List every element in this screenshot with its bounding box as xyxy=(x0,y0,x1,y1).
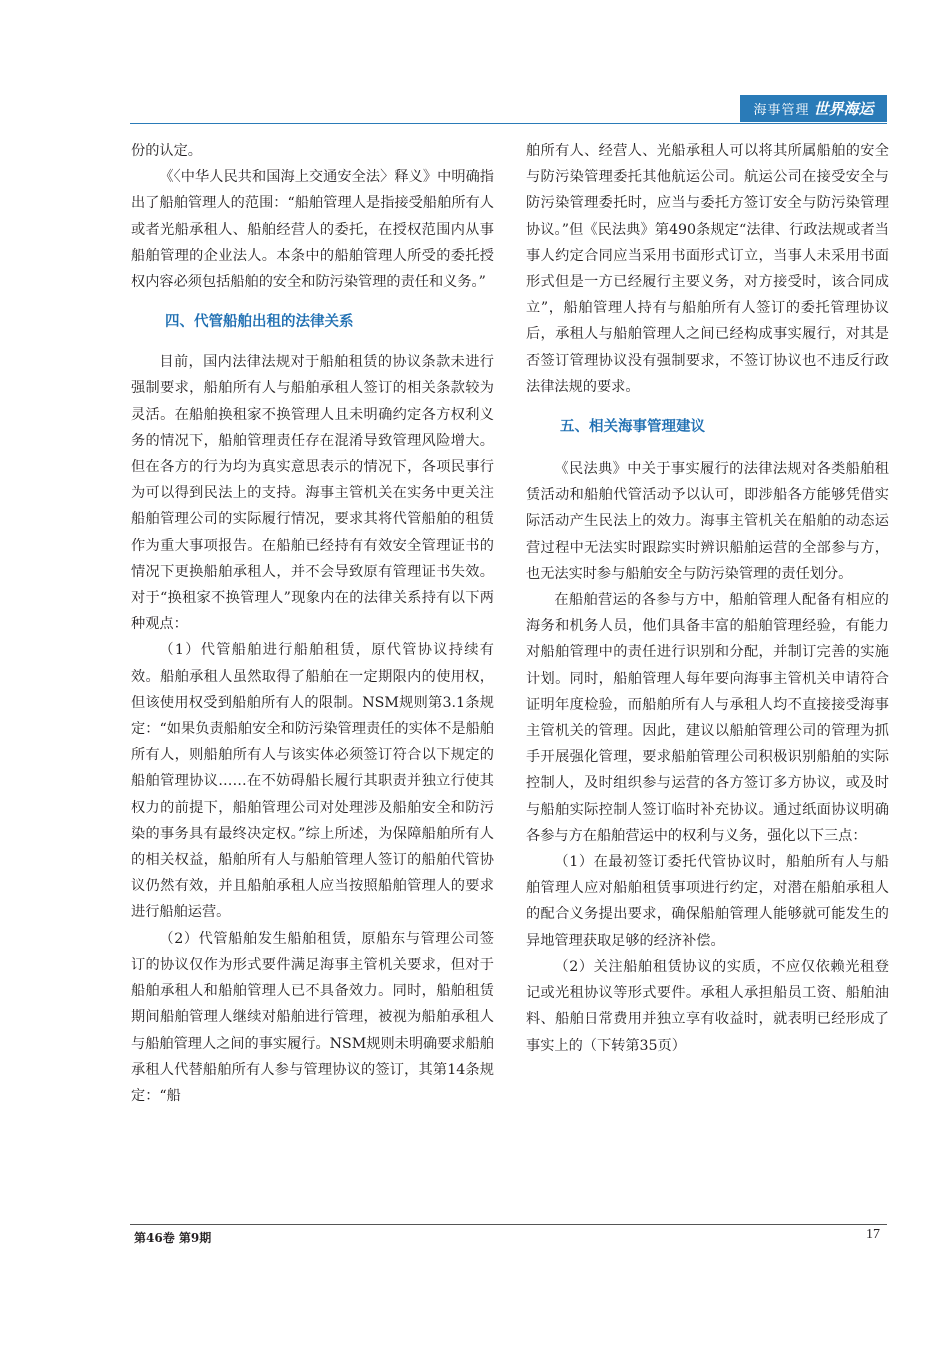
paragraph: 舶所有人、经营人、光船承租人可以将其所属船舶的安全与防污染管理委托其他航运公司。航运公司在接受安全与防污染管理委托时，应当与委托方签订安全与防污染管理协议。”但《民法典》第490条规定“法律、行政法规或者当事人约定合同应当采用书面形式订立，当事人未采用书面形式但是一方已经履行主要义务，对方接受时，该合同成立”，船舶管理人持有与船舶所有人签订的委托管理协议后，承租人与船舶管理人之间已经构成事实履行，对其是否签订管理协议没有强制要求，不签订协议也不违反行政法律法规的要求。 xyxy=(526,143,889,395)
paragraph: 《民法典》中关于事实履行的法律法规对各类船舶租赁活动和船舶代管活动予以认可，即涉船各方能够凭借实际活动产生民法上的效力。海事主管机关在船舶的动态运营过程中无法实时跟踪实时辨识船舶运营的全部参与方，也无法实时参与船舶安全与防污染管理的责任划分。 xyxy=(526,461,889,582)
paragraph: （1）代管船舶进行船舶租赁，原代管协议持续有效。船舶承租人虽然取得了船舶在一定期限内的使用权，但该使用权受到船舶所有人的限制。NSM规则第3.1条规定：“如果负责船舶安全和防污染管理责任的实体不是船舶所有人，则船舶所有人与该实体必须签订符合以下规定的船舶管理协议……在不妨碍船长履行其职责并独立行使其权力的前提下，船舶管理公司对处理涉及船舶安全和防污染的事务具有最终决定权。”综上所述，为保障船舶所有人的相关权益，船舶所有人与船舶管理人签订的船舶代管协议仍然有效，并且船舶承租人应当按照船舶管理人的要求进行船舶运营。 xyxy=(131,642,494,921)
paragraph: （2）代管船舶发生船舶租赁，原船东与管理公司签订的协议仅作为形式要件满足海事主管机关要求，但对于船舶承租人和船舶管理人已不具备效力。同时，船舶租赁期间船舶管理人继续对船舶进行管理，被视为船舶承租人与船舶管理人之间的事实履行。NSM规则未明确要求船舶承租人代替船舶所有人参与管理协议的签订，其第14条规定：“船 xyxy=(131,930,494,1104)
section-label: 海事管理 xyxy=(753,103,810,118)
paragraph: （2）关注船舶租赁协议的实质，不应仅依赖光租登记或光租协议等形式要件。承租人承担船员工资、船舶油料、船舶日常费用并独立享有收益时，就表明已经形成了事实上的（下转第35页） xyxy=(526,958,889,1054)
page-number: 17 xyxy=(866,1227,880,1242)
header-rule xyxy=(130,123,887,124)
paragraph: 目前，国内法律法规对于船舶租赁的协议条款未进行强制要求，船舶所有人与船舶承租人签订的相关条款较为灵活。在船舶换租家不换管理人且未明确约定各方权利义务的情况下，船舶管理责任存在混淆导致管理风险增大。但在各方的行为均为真实意思表示的情况下，各项民事行为可以得到民法上的支持。海事主管机关在实务中更关注船舶管理公司的实际履行情况，要求其将代管船舶的租赁作为重大事项报告。在船舶已经持有有效安全管理证书的情况下更换船舶承租人，并不会导致原有管理证书失效。对于“换租家不换管理人”现象内在的法律关系持有以下两种观点： xyxy=(131,354,494,633)
footer-rule xyxy=(130,1224,887,1225)
section-heading: 四、代管船舶出租的法律关系 xyxy=(165,314,354,331)
journal-section-badge xyxy=(740,95,887,122)
paragraph: （1）在最初签订委托代管协议时，船舶所有人与船舶管理人应对船舶租赁事项进行约定，对潜在船舶承租人的配合义务提出要求，确保船舶管理人能够就可能发生的异地管理获取足够的经济补偿。 xyxy=(526,854,889,949)
paragraph: 在船舶营运的各参与方中，船舶管理人配备有相应的海务和机务人员，他们具备丰富的船舶管理经验，有能力对船舶管理中的责任进行识别和分配，并制订完善的实施计划。同时，船舶管理人每年要向海事主管机关申请符合证明年度检验，而船舶所有人与承租人均不直接接受海事主管机关的管理。因此，建议以船舶管理公司的管理为抓手开展强化管理，要求船舶管理公司积极识别船舶的实际控制人，及时组织参与运营的各方签订多方协议，或及时与船舶实际控制人签订临时补充协议。通过纸面协议明确各参与方在船舶营运中的权利与义务，强化以下三点： xyxy=(526,592,889,844)
brand-label: 世界海运 xyxy=(813,100,874,118)
paragraph: 份的认定。 xyxy=(131,143,202,159)
paragraph: 《〈中华人民共和国海上交通安全法〉释义》中明确指出了船舶管理人的范围：“船舶管理人是指接受船舶所有人或者光船承租人、船舶经营人的委托，在授权范围内从事船舶管理的企业法人。本条中的船舶管理人所受的委托授权内容必须包括船舶的安全和防污染管理的责任和义务。” xyxy=(131,169,494,291)
issue-label: 第46卷 第9期 xyxy=(134,1231,212,1245)
section-heading: 五、相关海事管理建议 xyxy=(560,419,705,436)
right-column xyxy=(526,138,889,1059)
left-column xyxy=(131,138,494,1109)
